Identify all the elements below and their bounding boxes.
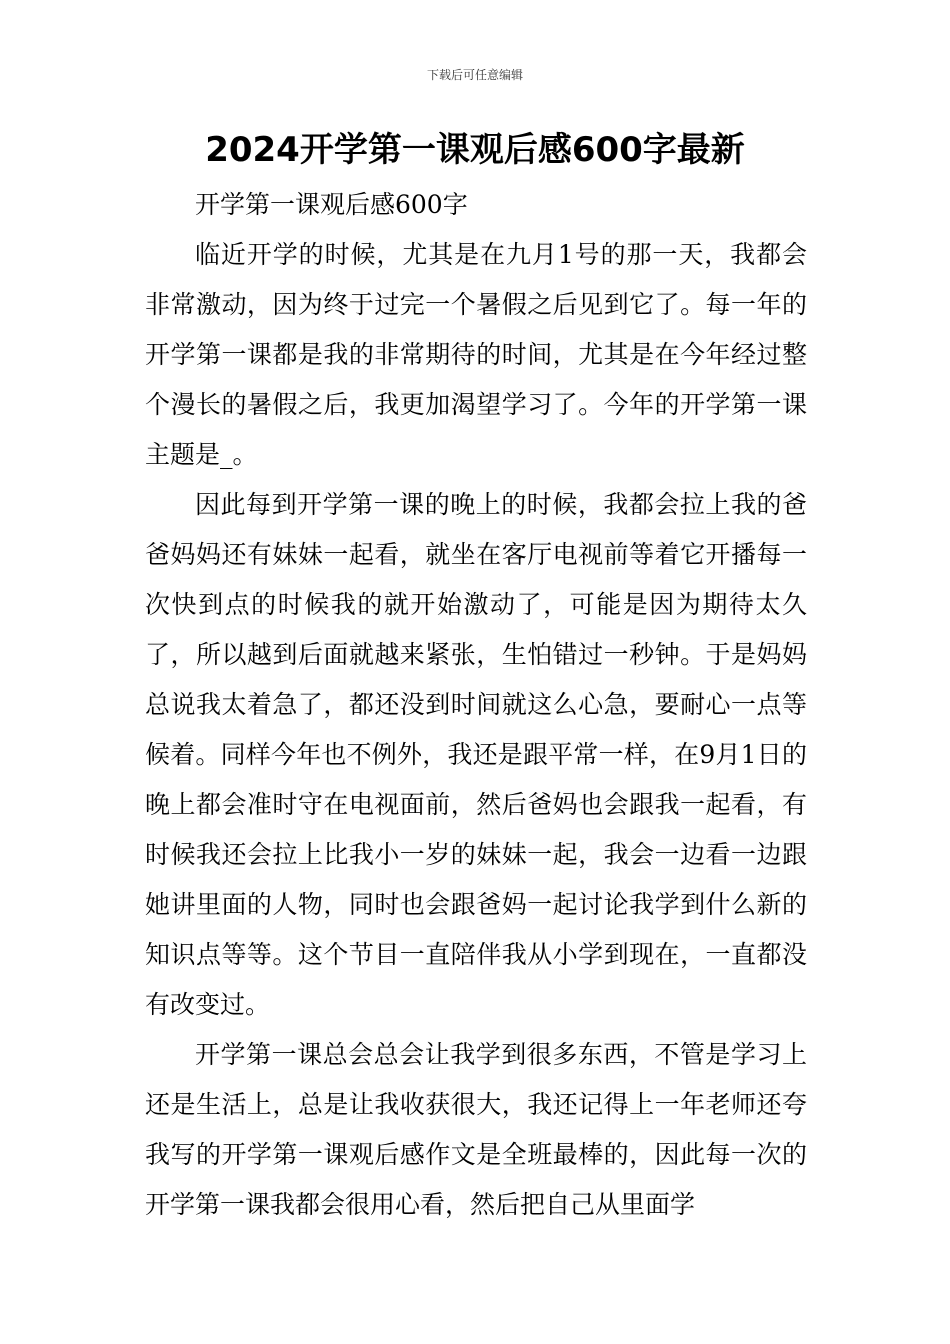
paragraph-2: 因此每到开学第一课的晚上的时候，我都会拉上我的爸爸妈妈还有妹妹一起看，就坐在客厅电视前等着它开播每一次快到点的时候我的就开始激动了，可能是因为期待太久了，所以越到后面就越来紧张，生怕错过一秒钟。于是妈妈总说我太着急了，都还没到时间就这么心急，要耐心一点等候着。同样今年也不例外，我还是跟平常一样，在9月1日的晚上都会准时守在电视面前，然后爸妈也会跟我一起看，有时候我还会拉上比我小一岁的妹妹一起，我会一边看一边跟她讲里面的人物，同时也会跟爸妈一起讨论我学到什么新的知识点等等。这个节目一直陪伴我从小学到现在，一直都没有改变过。 bbox=[145, 490, 807, 1019]
document-title: 2024开学第一课观后感600字最新 bbox=[205, 130, 745, 170]
header-note: 下载后可任意编辑 bbox=[426, 68, 523, 82]
document-subtitle: 开学第一课观后感600字 bbox=[195, 190, 468, 219]
paragraph-1: 临近开学的时候，尤其是在九月1号的那一天，我都会非常激动，因为终于过完一个暑假之后见到它了。每一年的开学第一课都是我的非常期待的时间，尤其是在今年经过整个漫长的暑假之后，我更加渴望学习了。今年的开学第一课主题是_。 bbox=[145, 240, 807, 469]
document-body bbox=[145, 180, 807, 1230]
paragraph-3: 开学第一课总会总会让我学到很多东西，不管是学习上还是生活上，总是让我收获很大，我还记得上一年老师还夸我写的开学第一课观后感作文是全班最棒的，因此每一次的开学第一课我都会很用心看，然后把自己从里面学 bbox=[145, 1040, 807, 1219]
